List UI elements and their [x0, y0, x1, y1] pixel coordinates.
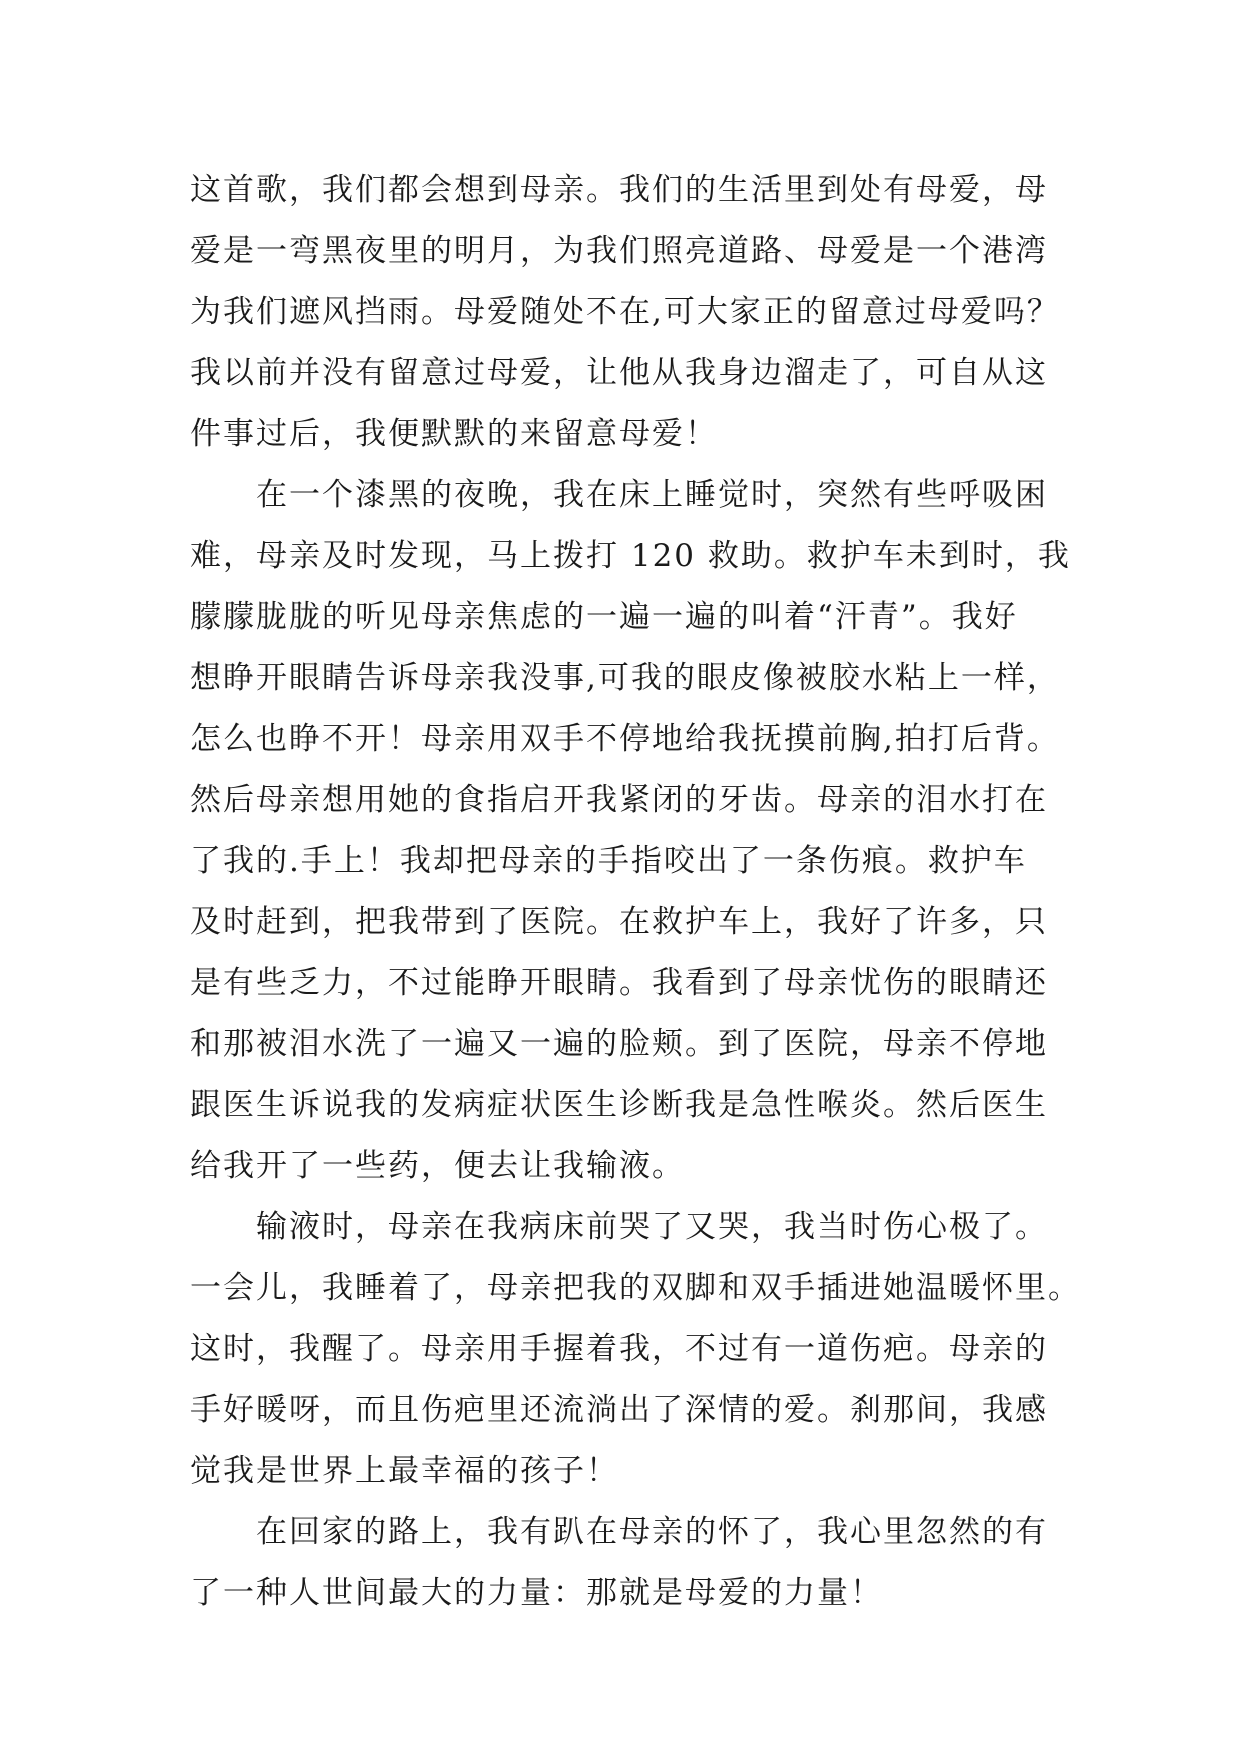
text-line: 想睁开眼睛告诉母亲我没事,可我的眼皮像被胶水粘上一样，: [190, 660, 1060, 696]
text-line: 和那被泪水洗了一遍又一遍的脸颊。到了医院，母亲不停地: [190, 1026, 1048, 1062]
text-line: 爱是一弯黑夜里的明月，为我们照亮道路、母爱是一个港湾: [190, 233, 1048, 269]
text-line: 手好暖呀，而且伤疤里还流淌出了深情的爱。刹那间，我感: [190, 1392, 1048, 1428]
text-line: 我以前并没有留意过母爱，让他从我身边溜走了，可自从这: [190, 355, 1048, 391]
text-line: 觉我是世界上最幸福的孩子！: [190, 1453, 619, 1489]
text-line: 是有些乏力，不过能睁开眼睛。我看到了母亲忧伤的眼睛还: [190, 965, 1048, 1001]
text-line: 输液时，母亲在我病床前哭了又哭，我当时伤心极了。: [256, 1209, 1048, 1245]
text-line: 难，母亲及时发现，马上拨打 120 救助。救护车未到时，我: [190, 538, 1071, 574]
text-line: 给我开了一些药，便去让我输液。: [190, 1148, 685, 1184]
text-line: 件事过后，我便默默的来留意母爱！: [190, 416, 718, 452]
text-line: 这首歌，我们都会想到母亲。我们的生活里到处有母爱，母: [190, 172, 1048, 208]
text-line: 然后母亲想用她的食指启开我紧闭的牙齿。母亲的泪水打在: [190, 782, 1048, 818]
text-line: 怎么也睁不开！母亲用双手不停地给我抚摸前胸,拍打后背。: [190, 721, 1060, 757]
text-line: 在一个漆黑的夜晚，我在床上睡觉时，突然有些呼吸困: [256, 477, 1048, 513]
text-line: 了我的.手上！我却把母亲的手指咬出了一条伤痕。救护车: [190, 843, 1027, 879]
text-line: 为我们遮风挡雨。母爱随处不在,可大家正的留意过母爱吗？: [190, 294, 1060, 330]
text-line: 在回家的路上，我有趴在母亲的怀了，我心里忽然的有: [256, 1514, 1048, 1550]
body-text: [190, 160, 1081, 1624]
text-line: 一会儿，我睡着了，母亲把我的双脚和双手插进她温暖怀里。: [190, 1270, 1081, 1306]
text-line: 这时，我醒了。母亲用手握着我，不过有一道伤疤。母亲的: [190, 1331, 1048, 1367]
text-line: 了一种人世间最大的力量：那就是母爱的力量！: [190, 1575, 883, 1611]
text-line: 及时赶到，把我带到了医院。在救护车上，我好了许多，只: [190, 904, 1048, 940]
text-line: 朦朦胧胧的听见母亲焦虑的一遍一遍的叫着“汗青”。我好: [190, 599, 1018, 635]
text-line: 跟医生诉说我的发病症状医生诊断我是急性喉炎。然后医生: [190, 1087, 1048, 1123]
